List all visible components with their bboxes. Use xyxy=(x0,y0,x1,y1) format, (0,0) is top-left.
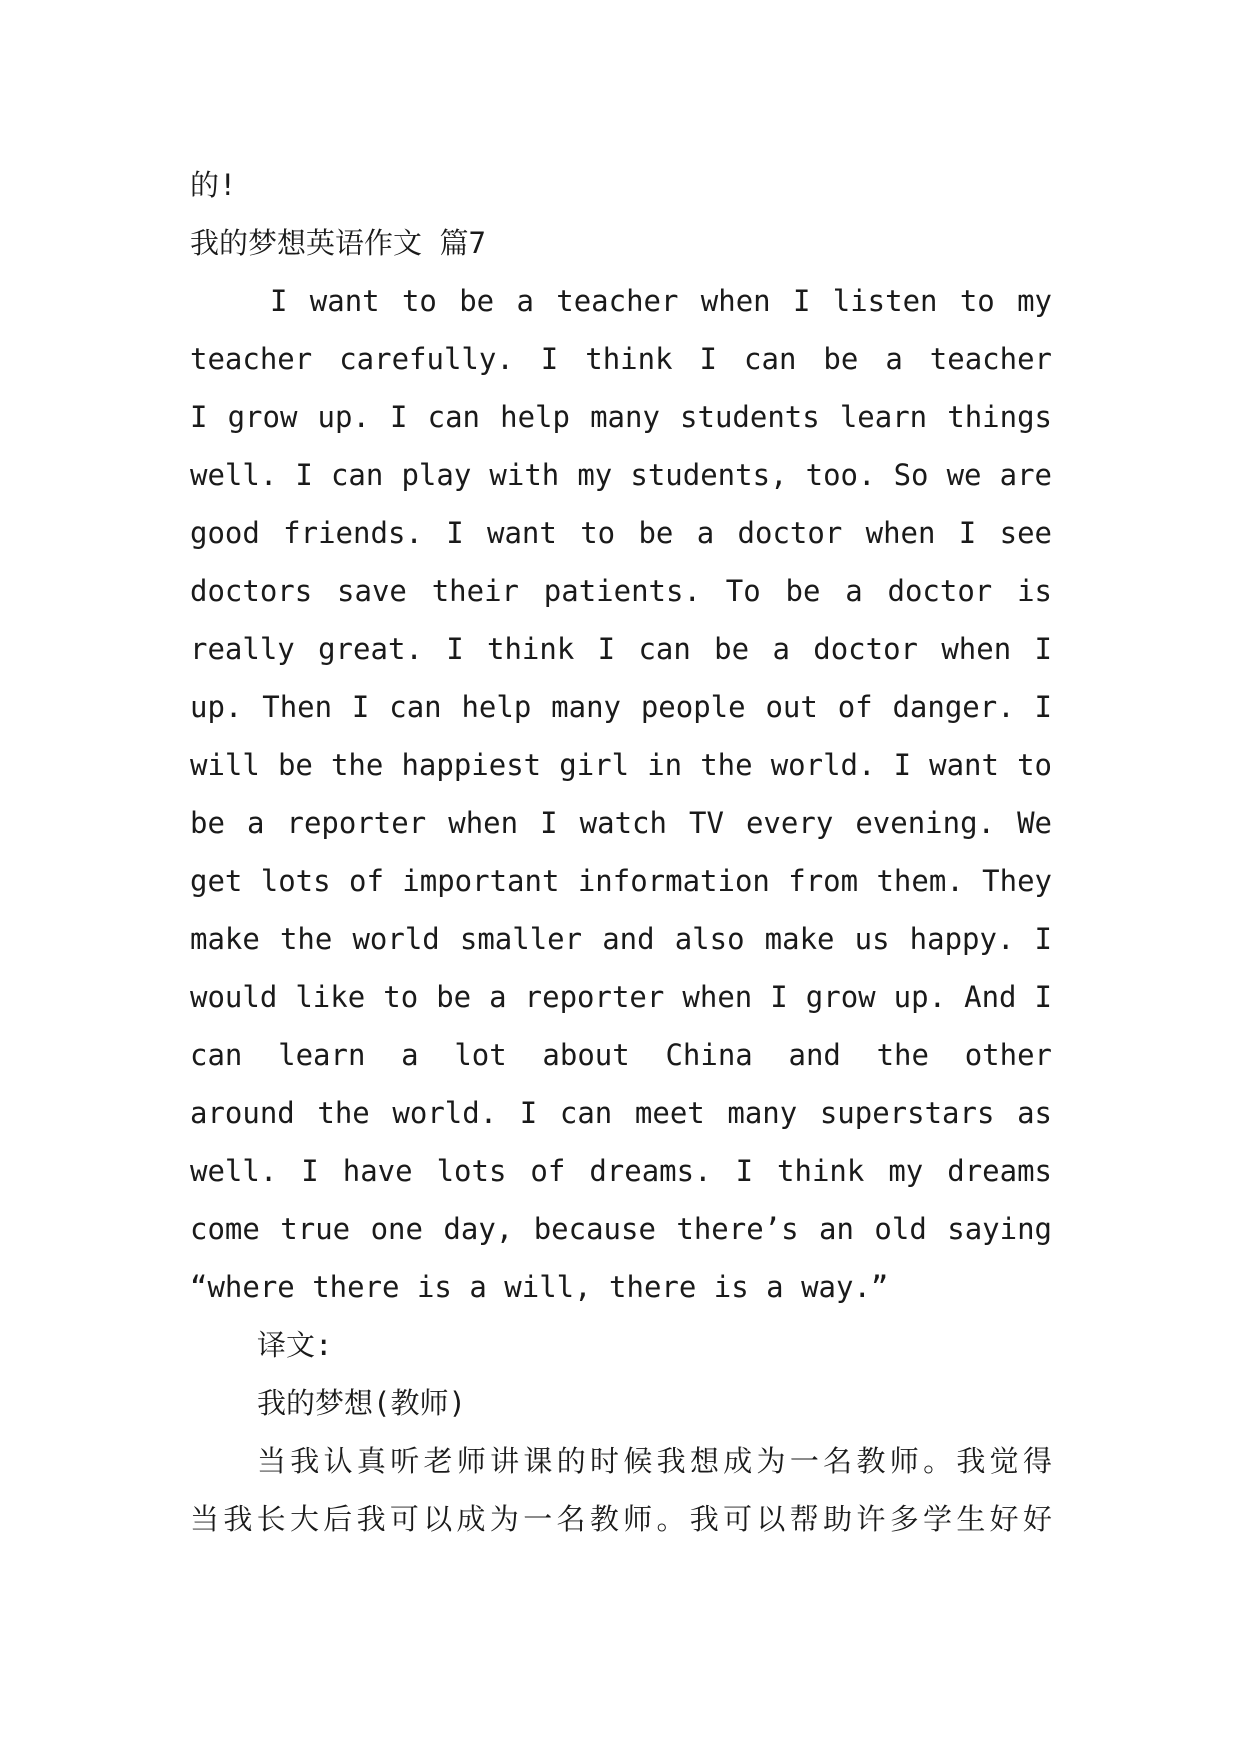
text-line: good friends. I want to be a doctor when I see xyxy=(190,516,1052,550)
text-line: come true one day, because there’s an old saying xyxy=(190,1212,1052,1246)
text-line: 的! xyxy=(190,168,237,202)
text-line: doctors save their patients. To be a doctor is xyxy=(190,574,1052,608)
translation-label: 译文: xyxy=(257,1328,333,1362)
text-line: teacher carefully. I think I can be a teacher xyxy=(190,342,1052,376)
text-line: well. I can play with my students, too. So we are xyxy=(190,458,1052,492)
text-line: be a reporter when I watch TV every evening. We xyxy=(190,806,1052,840)
text-line: make the world smaller and also make us happy. I xyxy=(190,922,1052,956)
text-line: 当我认真听老师讲课的时候我想成为一名教师。我觉得 xyxy=(257,1444,1052,1478)
section-heading: 我的梦想英语作文 篇7 xyxy=(190,226,486,260)
text-line: really great. I think I can be a doctor when I xyxy=(190,632,1052,666)
text-line: around the world. I can meet many superstars as xyxy=(190,1096,1052,1130)
text-line: would like to be a reporter when I grow up. And I xyxy=(190,980,1052,1014)
text-line: up. Then I can help many people out of danger. I xyxy=(190,690,1052,724)
text-line: well. I have lots of dreams. I think my dreams xyxy=(190,1154,1052,1188)
text-line: get lots of important information from them. They xyxy=(190,864,1052,898)
translation-title: 我的梦想(教师) xyxy=(257,1386,466,1420)
text-line: I grow up. I can help many students learn things xyxy=(190,400,1052,434)
text-line: I want to be a teacher when I listen to my xyxy=(270,284,1052,318)
text-line: will be the happiest girl in the world. I want to xyxy=(190,748,1052,782)
text-line: “where there is a will, there is a way.” xyxy=(190,1270,889,1304)
text-line: can learn a lot about China and the other xyxy=(190,1038,1052,1072)
text-line: 当我长大后我可以成为一名教师。我可以帮助许多学生好好 xyxy=(190,1502,1052,1536)
